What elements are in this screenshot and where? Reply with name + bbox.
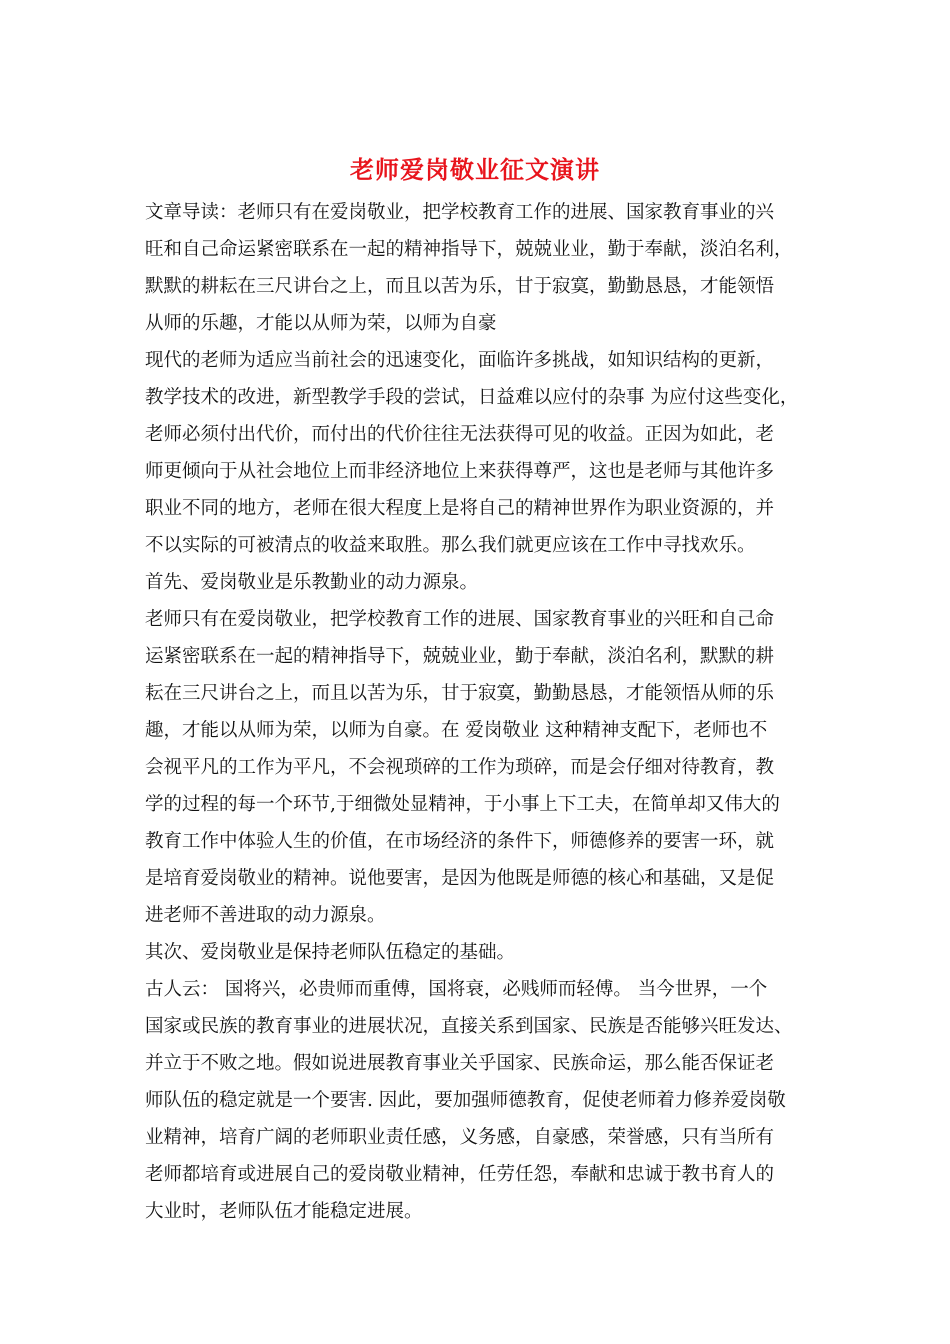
paragraph-line: 运紧密联系在一起的精神指导下，兢兢业业，勤于奉献，淡泊名利，默默的耕: [145, 646, 775, 667]
paragraph-line: 现代的老师为适应当前社会的迅速变化，面临许多挑战，如知识结构的更新，: [145, 350, 775, 371]
paragraph-line: 师队伍的稳定就是一个要害. 因此，要加强师德教育，促使老师着力修养爱岗敬: [145, 1090, 786, 1111]
paragraph-line: 教育工作中体验人生的价值，在市场经济的条件下，师德修养的要害一环，就: [145, 831, 775, 852]
paragraph-line: 老师只有在爱岗敬业，把学校教育工作的进展、国家教育事业的兴旺和自己命: [145, 609, 775, 630]
paragraph-line: 老师都培育或进展自己的爱岗敬业精神，任劳任怨，奉献和忠诚于教书育人的: [145, 1164, 775, 1185]
paragraph-line: 是培育爱岗敬业的精神。说他要害，是因为他既是师德的核心和基础，又是促: [145, 868, 775, 889]
paragraph-line: 业精神，培育广阔的老师职业责任感，义务感，自豪感，荣誉感，只有当所有: [145, 1127, 775, 1148]
paragraph-line: 师更倾向于从社会地位上而非经济地位上来获得尊严，这也是老师与其他许多: [145, 461, 775, 482]
section-heading: 首先、爱岗敬业是乐教勤业的动力源泉。: [145, 572, 479, 593]
paragraph-line: 进老师不善进取的动力源泉。: [145, 905, 386, 926]
intro-line: 文章导读：老师只有在爱岗敬业，把学校教育工作的进展、国家教育事业的兴: [145, 202, 775, 223]
paragraph-line: 不以实际的可被清点的收益来取胜。那么我们就更应该在工作中寻找欢乐。: [145, 535, 756, 556]
paragraph-line: 会视平凡的工作为平凡，不会视琐碎的工作为琐碎，而是会仔细对待教育，教: [145, 757, 775, 778]
paragraph-line: 趣，才能以从师为荣，以师为自豪。在 爱岗敬业 这种精神支配下，老师也不: [145, 720, 768, 741]
paragraph-line: 教学技术的改进，新型教学手段的尝试，日益难以应付的杂事 为应付这些变化，: [145, 387, 799, 408]
section-heading: 其次、爱岗敬业是保持老师队伍稳定的基础。: [145, 942, 516, 963]
paragraph-line: 国家或民族的教育事业的进展状况，直接关系到国家、民族是否能够兴旺发达、: [145, 1016, 793, 1037]
paragraph-line: 职业不同的地方，老师在很大程度上是将自己的精神世界作为职业资源的，并: [145, 498, 775, 519]
intro-line: 从师的乐趣，才能以从师为荣，以师为自豪: [145, 313, 497, 334]
intro-line: 默默的耕耘在三尺讲台之上，而且以苦为乐，甘于寂寞，勤勤恳恳，才能领悟: [145, 276, 775, 297]
paragraph-line: 大业时，老师队伍才能稳定进展。: [145, 1201, 423, 1222]
paragraph-line: 老师必须付出代价，而付出的代价往往无法获得可见的收益。正因为如此，老: [145, 424, 775, 445]
paragraph-line: 耘在三尺讲台之上，而且以苦为乐，甘于寂寞，勤勤恳恳，才能领悟从师的乐: [145, 683, 775, 704]
paragraph-line: 古人云： 国将兴，必贵师而重傅，国将衰，必贱师而轻傅。 当今世界，一个: [145, 979, 768, 1000]
paragraph-line: 学的过程的每一个环节,于细微处显精神，于小事上下工夫，在简单却又伟大的: [145, 794, 780, 815]
paragraph-line: 并立于不败之地。假如说进展教育事业关乎国家、民族命运，那么能否保证老: [145, 1053, 775, 1074]
intro-line: 旺和自己命运紧密联系在一起的精神指导下，兢兢业业，勤于奉献，淡泊名利，: [145, 239, 793, 260]
document-title: 老师爱岗敬业征文演讲: [350, 155, 600, 184]
